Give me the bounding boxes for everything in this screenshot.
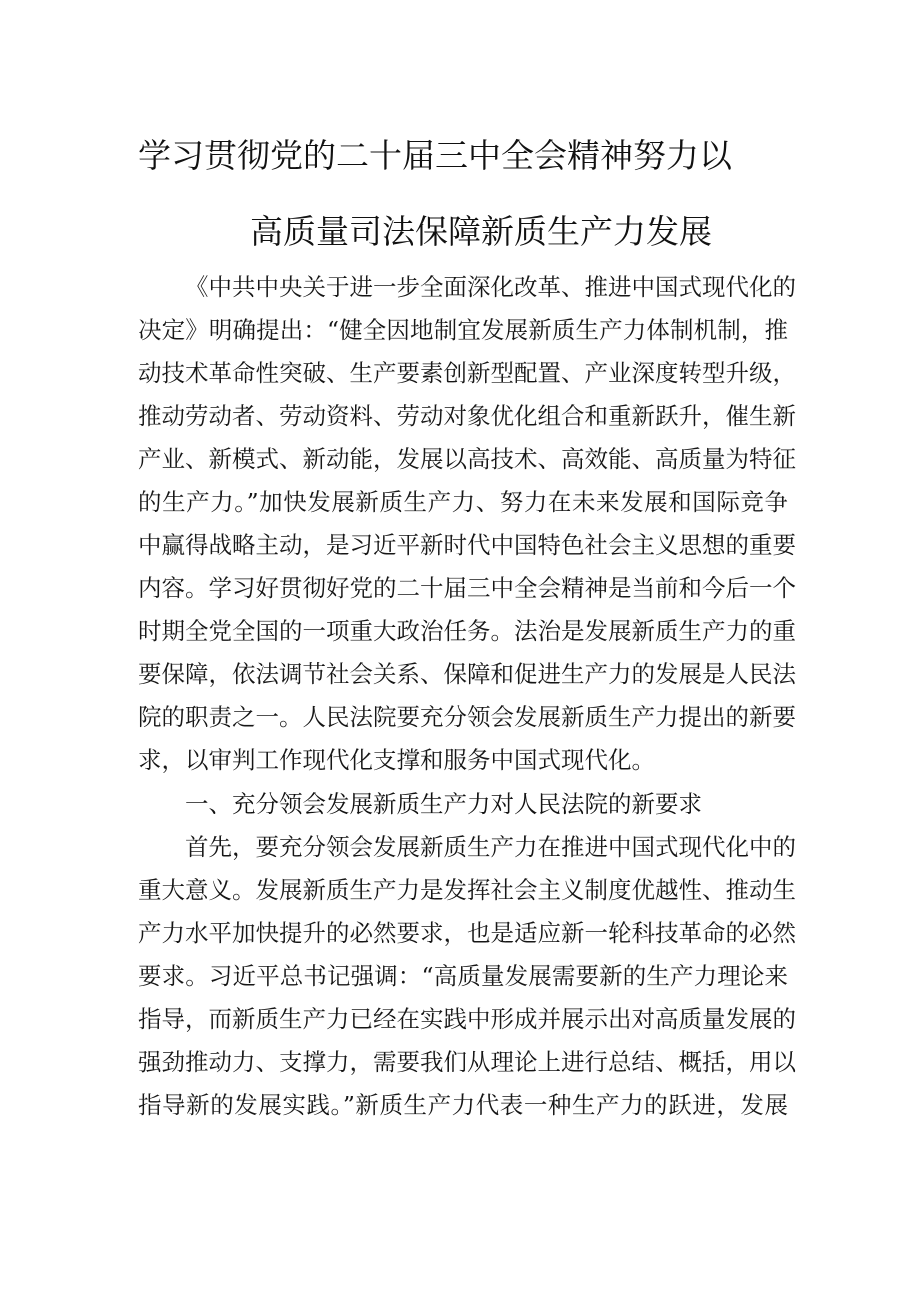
paragraph-line: 中赢得战略主动，是习近平新时代中国特色社会主义思想的重要	[138, 531, 796, 559]
paragraph-line: 动技术革命性突破、生产要素创新型配置、产业深度转型升级，	[138, 359, 796, 387]
paragraph-line: 推动劳动者、劳动资料、劳动对象优化组合和重新跃升，催生新	[138, 402, 796, 430]
paragraph-line: 指导新的发展实践。”新质生产力代表一种生产力的跃进，发展	[138, 1091, 788, 1119]
paragraph-line: 《中共中央关于进一步全面深化改革、推进中国式现代化的	[185, 273, 796, 301]
paragraph-line: 时期全党全国的一项重大政治任务。法治是发展新质生产力的重	[138, 617, 796, 645]
document-title-line-1: 学习贯彻党的二十届三中全会精神努力以	[138, 136, 732, 175]
paragraph-line: 要求。习近平总书记强调：“高质量发展需要新的生产力理论来	[138, 962, 788, 990]
paragraph-line: 强劲推动力、支撑力，需要我们从理论上进行总结、概括，用以	[138, 1048, 796, 1076]
paragraph-line: 院的职责之一。人民法院要充分领会发展新质生产力提出的新要	[138, 703, 796, 731]
paragraph-line: 产业、新模式、新动能，发展以高技术、高效能、高质量为特征	[138, 445, 796, 473]
paragraph-line: 内容。学习好贯彻好党的二十届三中全会精神是当前和今后一个	[138, 574, 796, 602]
paragraph-line: 求，以审判工作现代化支撑和服务中国式现代化。	[138, 746, 655, 774]
section-heading: 一、充分领会发展新质生产力对人民法院的新要求	[185, 790, 702, 818]
paragraph-line: 指导，而新质生产力已经在实践中形成并展示出对高质量发展的	[138, 1005, 796, 1033]
document-title-line-2: 高质量司法保障新质生产力发展	[250, 212, 712, 251]
paragraph-line: 重大意义。发展新质生产力是发挥社会主义制度优越性、推动生	[138, 876, 796, 904]
paragraph-line: 决定》明确提出：“健全因地制宜发展新质生产力体制机制，推	[138, 316, 788, 344]
paragraph-line: 首先，要充分领会发展新质生产力在推进中国式现代化中的	[185, 833, 796, 861]
paragraph-line: 要保障，依法调节社会关系、保障和促进生产力的发展是人民法	[138, 660, 796, 688]
paragraph-line: 产力水平加快提升的必然要求，也是适应新一轮科技革命的必然	[138, 919, 796, 947]
paragraph-line: 的生产力。”加快发展新质生产力、努力在未来发展和国际竞争	[138, 488, 788, 516]
